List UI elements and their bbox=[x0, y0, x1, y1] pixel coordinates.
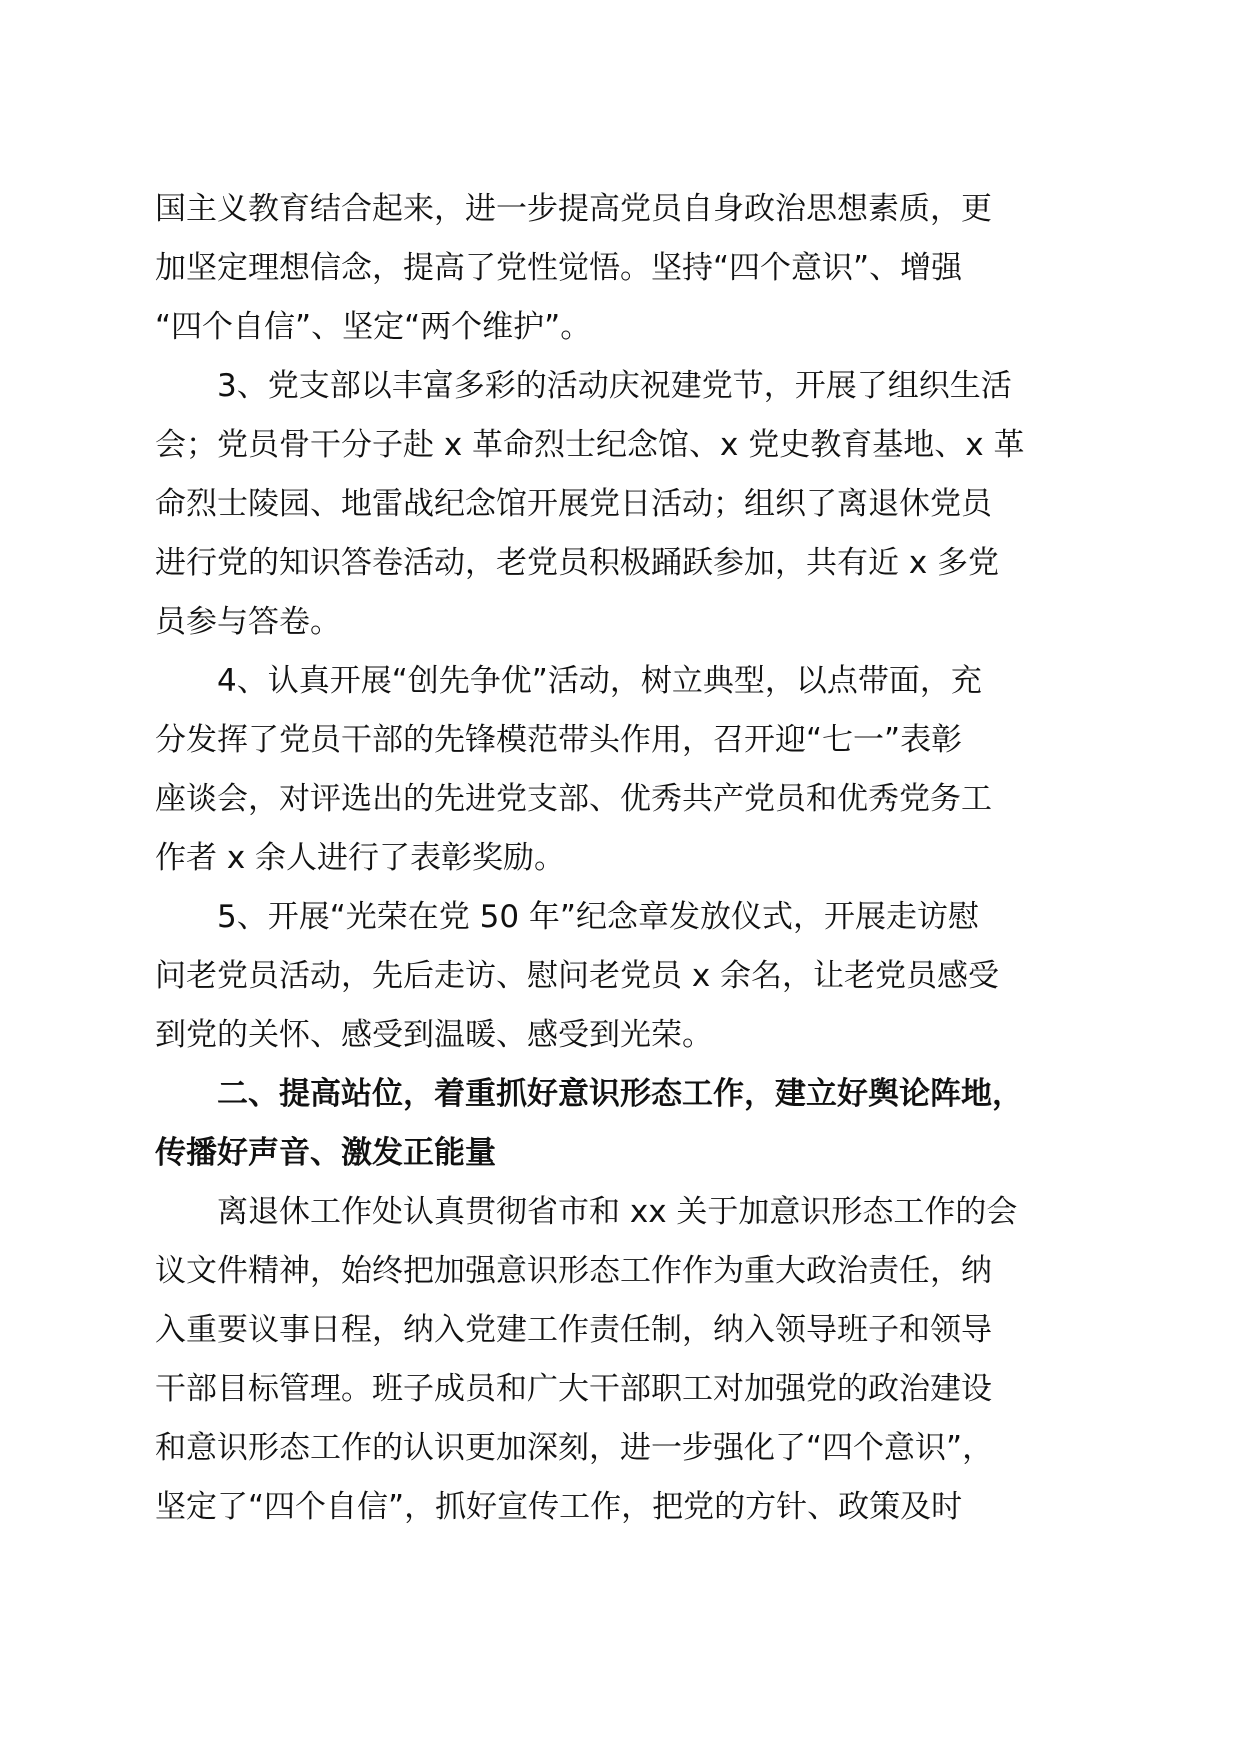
text-line: 问老党员活动，先后走访、慰问老党员 x 余名，让老党员感受 bbox=[155, 958, 1000, 994]
text-line: 会；党员骨干分子赴 x 革命烈士纪念馆、x 党史教育基地、x 革 bbox=[155, 427, 1025, 463]
text-line: 座谈会，对评选出的先进党支部、优秀共产党员和优秀党务工 bbox=[155, 781, 992, 817]
document-body bbox=[155, 180, 1085, 1537]
text-line: 坚定了“四个自信”，抓好宣传工作，把党的方针、政策及时 bbox=[155, 1489, 963, 1525]
text-line: 进行党的知识答卷活动，老党员积极踊跃参加，共有近 x 多党 bbox=[155, 545, 1000, 581]
text-line: 员参与答卷。 bbox=[155, 604, 341, 640]
text-line: 议文件精神，始终把加强意识形态工作作为重大政治责任，纳 bbox=[155, 1253, 992, 1289]
text-line: 和意识形态工作的认识更加深刻，进一步强化了“四个意识”， bbox=[155, 1430, 994, 1466]
text-line: 干部目标管理。班子成员和广大干部职工对加强党的政治建设 bbox=[155, 1371, 992, 1407]
heading-line: 二、提高站位，着重抓好意识形态工作，建立好舆论阵地， bbox=[217, 1076, 1023, 1112]
text-line: 5、开展“光荣在党 50 年”纪念章发放仪式，开展走访慰 bbox=[217, 899, 979, 935]
text-line: 4、认真开展“创先争优”活动，树立典型，以点带面，充 bbox=[217, 663, 982, 699]
text-line: 离退休工作处认真贯彻省市和 xx 关于加意识形态工作的会 bbox=[217, 1194, 1018, 1230]
paragraph-continuation bbox=[155, 180, 1085, 357]
text-line: 3、党支部以丰富多彩的活动庆祝建党节，开展了组织生活 bbox=[217, 368, 1012, 404]
heading-line: 传播好声音、激发正能量 bbox=[155, 1135, 496, 1171]
text-line: 国主义教育结合起来，进一步提高党员自身政治思想素质，更 bbox=[155, 191, 992, 227]
paragraph-item-5 bbox=[155, 888, 1085, 1065]
text-line: 命烈士陵园、地雷战纪念馆开展党日活动；组织了离退休党员 bbox=[155, 486, 992, 522]
paragraph-section-2-body bbox=[155, 1183, 1085, 1537]
text-line: “四个自信”、坚定“两个维护”。 bbox=[155, 309, 592, 345]
section-heading-2 bbox=[155, 1065, 1085, 1183]
paragraph-item-3 bbox=[155, 357, 1085, 652]
paragraph-item-4 bbox=[155, 652, 1085, 888]
text-line: 入重要议事日程，纳入党建工作责任制，纳入领导班子和领导 bbox=[155, 1312, 992, 1348]
text-line: 作者 x 余人进行了表彰奖励。 bbox=[155, 840, 566, 876]
text-line: 到党的关怀、感受到温暖、感受到光荣。 bbox=[155, 1017, 713, 1053]
text-line: 加坚定理想信念，提高了党性觉悟。坚持“四个意识”、增强 bbox=[155, 250, 963, 286]
text-line: 分发挥了党员干部的先锋模范带头作用，召开迎“七一”表彰 bbox=[155, 722, 963, 758]
